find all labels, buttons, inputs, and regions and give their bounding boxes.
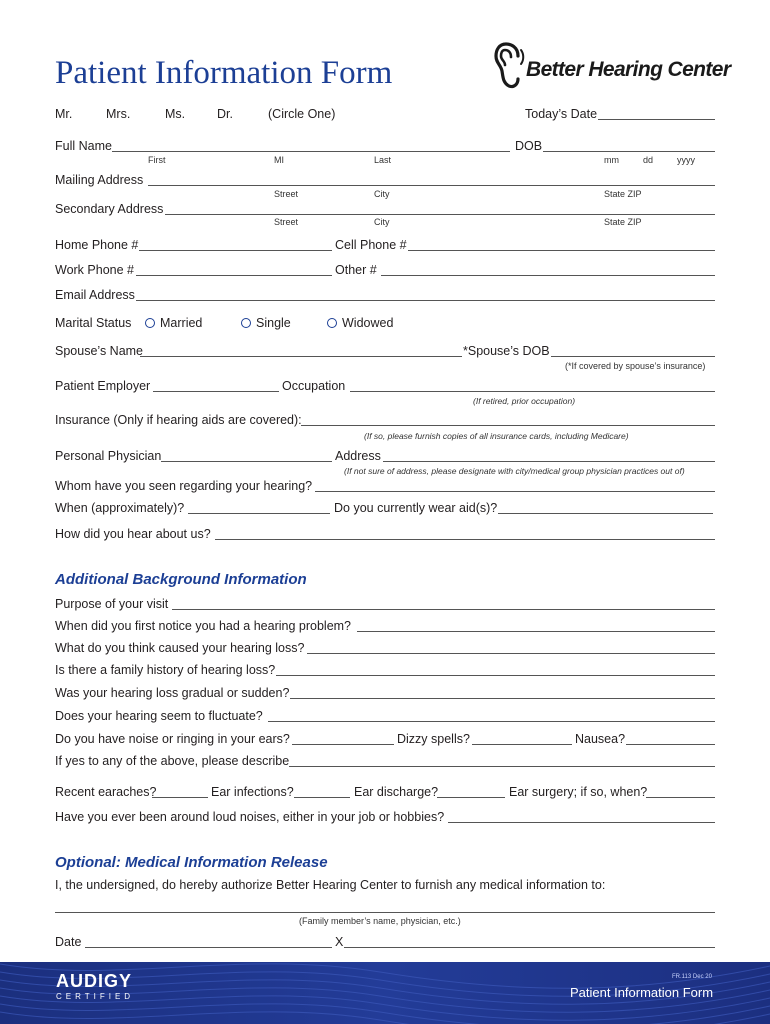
spouse-dob-label: *Spouse’s DOB [463,344,550,358]
loud-noise-label: Have you ever been around loud noises, either in your job or hobbies? [55,810,445,824]
surgery-label: Ear surgery; if so, when? [509,785,648,799]
insurance-field[interactable] [301,425,715,426]
family-history-label: Is there a family history of hearing loss? [55,663,276,677]
option-dr[interactable]: Dr. [217,107,233,121]
physician-address-field[interactable] [383,461,715,462]
discharge-field[interactable] [437,797,505,798]
physician-address-label: Address [335,449,381,463]
widowed-radio[interactable] [327,318,337,328]
dd-hint: dd [643,155,654,165]
secondary-street-hint: Street [274,217,299,227]
background-section-title: Additional Background Information [55,571,307,588]
married-label: Married [160,316,203,330]
date-label: Date [55,935,82,949]
secondary-state-zip-hint: State ZIP [604,217,642,227]
secondary-address-field[interactable] [165,214,715,215]
todays-date-field[interactable] [598,119,715,120]
date-field[interactable] [85,947,332,948]
noise-label: Do you have noise or ringing in your ears? [55,732,290,746]
discharge-label: Ear discharge? [354,785,439,799]
seen-field[interactable] [315,491,715,492]
physician-field[interactable] [161,461,332,462]
email-label: Email Address [55,288,135,302]
home-phone-label: Home Phone # [55,238,139,252]
yyyy-hint: yyyy [677,155,695,165]
first-notice-label: When did you first notice you had a hearing problem? [55,619,352,633]
option-mr[interactable]: Mr. [55,107,73,121]
wear-aids-label: Do you currently wear aid(s)? [334,501,498,515]
mailing-city-hint: City [374,189,390,199]
spouse-dob-field[interactable] [551,356,715,357]
release-statement: I, the undersigned, do hereby authorize Better Hearing Center to furnish any medical information to: [55,878,606,892]
last-hint: Last [374,155,392,165]
form-code: FR.113 Dec 20 [672,974,712,980]
surgery-field[interactable] [646,797,715,798]
marital-widowed-option[interactable] [327,316,393,331]
release-section-title: Optional: Medical Information Release [55,854,328,871]
wear-aids-field[interactable] [498,513,713,514]
insurance-note: (If so, please furnish copies of all insurance cards, including Medicare) [364,431,629,441]
describe-field[interactable] [289,766,715,767]
noise-field[interactable] [292,744,394,745]
employer-field[interactable] [153,391,279,392]
secondary-city-hint: City [374,217,390,227]
purpose-label: Purpose of your visit [55,597,169,611]
widowed-label: Widowed [342,316,394,330]
gradual-label: Was your hearing loss gradual or sudden? [55,686,290,700]
footer-band [0,962,770,1024]
spouse-dob-note: (*If covered by spouse’s insurance) [565,361,706,371]
married-radio[interactable] [145,318,155,328]
brand-logo [494,42,526,95]
marital-status-label: Marital Status [55,316,132,330]
mailing-address-field[interactable] [148,185,715,186]
home-phone-field[interactable] [139,250,332,251]
todays-date-label: Today’s Date [525,107,598,121]
page-title: Patient Information Form [55,55,393,91]
dob-label: DOB [515,139,543,153]
infections-label: Ear infections? [211,785,294,799]
describe-label: If yes to any of the above, please describe [55,754,290,768]
fluctuate-field[interactable] [268,721,715,722]
dob-field[interactable] [543,151,715,152]
work-phone-field[interactable] [136,275,332,276]
dizzy-field[interactable] [472,744,572,745]
ear-icon [494,42,526,90]
option-mrs[interactable]: Mrs. [106,107,131,121]
option-ms[interactable]: Ms. [165,107,186,121]
cell-phone-label: Cell Phone # [335,238,407,252]
purpose-field[interactable] [172,609,715,610]
physician-label: Personal Physician [55,449,162,463]
release-recipient-field[interactable] [55,912,715,913]
audigy-brand: AUDIGY [56,971,133,991]
loud-noise-field[interactable] [448,822,715,823]
signature-mark: X [335,935,344,949]
brand-logo-text: Better Hearing Center [526,58,731,81]
mm-hint: mm [604,155,619,165]
hear-about-label: How did you hear about us? [55,527,211,541]
gradual-field[interactable] [290,698,715,699]
occupation-note: (If retired, prior occupation) [473,396,576,406]
mailing-state-zip-hint: State ZIP [604,189,642,199]
infections-field[interactable] [294,797,350,798]
mailing-street-hint: Street [274,189,299,199]
seen-label: Whom have you seen regarding your hearing? [55,479,313,493]
dizzy-label: Dizzy spells? [397,732,470,746]
footer-form-name: Patient Information Form [570,985,714,1000]
mailing-address-label: Mailing Address [55,173,144,187]
marital-single-option[interactable] [241,316,291,331]
work-phone-label: Work Phone # [55,263,134,277]
nausea-label: Nausea? [575,732,626,746]
hear-about-field[interactable] [215,539,715,540]
family-history-field[interactable] [276,675,715,676]
when-field[interactable] [188,513,330,514]
occupation-label: Occupation [282,379,346,393]
occupation-field[interactable] [350,391,715,392]
full-name-label: Full Name [55,139,112,153]
other-phone-label: Other # [335,263,377,277]
spouse-name-label: Spouse’s Name [55,344,144,358]
employer-label: Patient Employer [55,379,151,393]
secondary-address-label: Secondary Address [55,202,164,216]
physician-note: (If not sure of address, please designate with city/medical group physician practices out of) [344,466,685,476]
cause-label: What do you think caused your hearing loss? [55,641,305,655]
other-phone-field[interactable] [381,275,715,276]
first-notice-field[interactable] [357,631,715,632]
certified-text: CERTIFIED [56,992,135,1001]
spouse-name-field[interactable] [140,356,462,357]
signature-field[interactable] [344,947,715,948]
single-radio[interactable] [241,318,251,328]
first-hint: First [148,155,166,165]
earaches-label: Recent earaches? [55,785,157,799]
insurance-label: Insurance (Only if hearing aids are covered): [55,413,302,427]
cell-phone-field[interactable] [408,250,715,251]
full-name-field[interactable] [112,151,510,152]
when-label: When (approximately)? [55,501,185,515]
marital-married-option[interactable] [145,316,202,331]
circle-one-note: (Circle One) [268,107,336,121]
single-label: Single [256,316,291,330]
email-field[interactable] [136,300,715,301]
release-recipient-note: (Family member’s name, physician, etc.) [299,916,461,926]
nausea-field[interactable] [626,744,715,745]
cause-field[interactable] [307,653,715,654]
fluctuate-label: Does your hearing seem to fluctuate? [55,709,263,723]
earaches-field[interactable] [152,797,208,798]
mi-hint: MI [274,155,284,165]
